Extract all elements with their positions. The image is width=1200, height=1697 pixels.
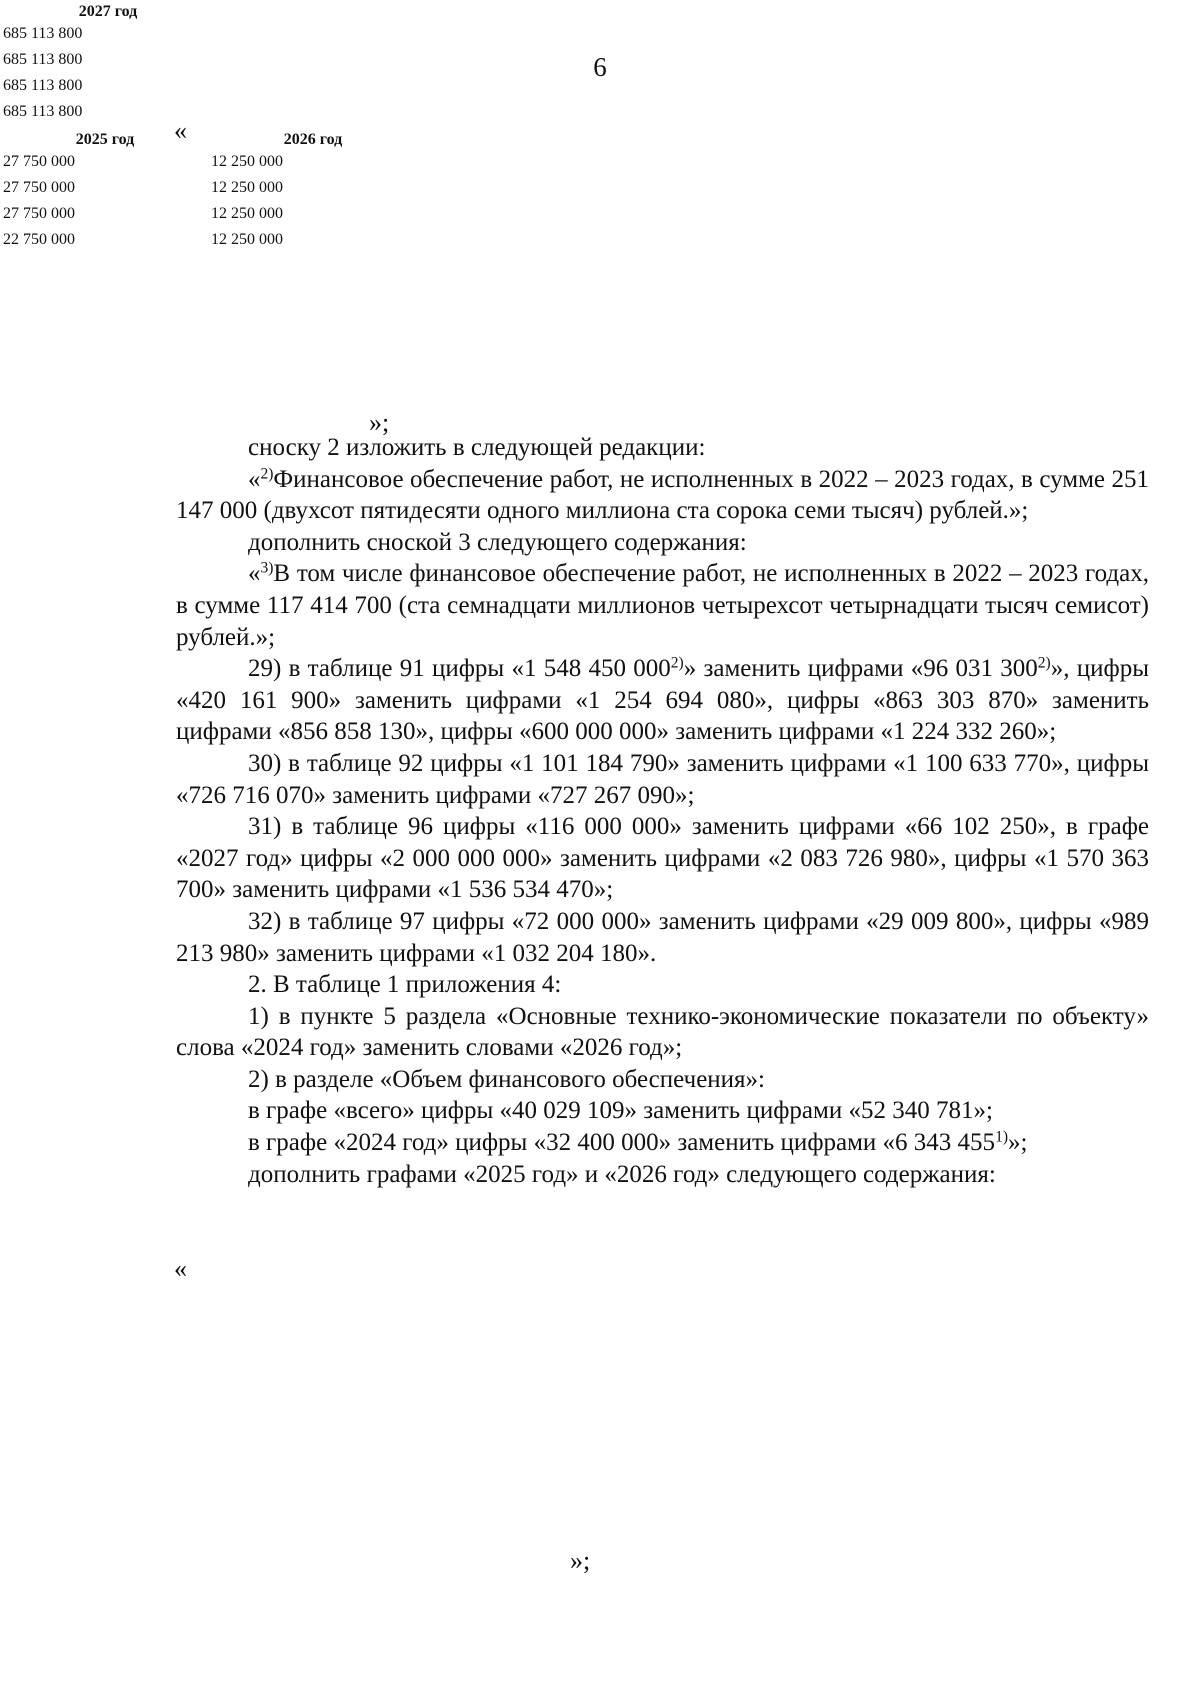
- paragraph-add-columns: дополнить графами «2025 год» и «2026 год» следующего содержания:: [248, 1160, 996, 1188]
- table-cell: 685 113 800: [3, 25, 83, 42]
- table-cell: [2, 200, 208, 202]
- table-header-2026: 2026 год: [283, 131, 343, 148]
- table-cell: 27 750 000: [3, 179, 75, 196]
- table-row: [2, 204, 416, 224]
- table-cell: 22 750 000: [3, 231, 75, 248]
- table-header-2025: 2025 год: [75, 131, 135, 148]
- paragraph-column-total: в графе «всего» цифры «40 029 109» заменить цифрами «52 340 781»;: [248, 1097, 993, 1125]
- table-cell: 27 750 000: [3, 153, 75, 170]
- close-quote-2: »;: [570, 1546, 591, 1575]
- paragraph-footnote-3-intro: дополнить сноской 3 следующего содержания:: [248, 528, 747, 556]
- table-2025-2026: [0, 128, 418, 256]
- table-cell: [2, 174, 208, 176]
- table-cell: [2, 98, 214, 100]
- table-row: [2, 174, 416, 176]
- paragraph-footnote-3-text: «$^{3)}$В том числе финансовое обеспечение работ, не исполненных в 2022 – 2023 годах, в сумме 117 414 700 (ста семнадцати миллионов четырехсот четырнадцати тысяч семисот) рублей.»;: [176, 559, 1149, 651]
- table-cell: [210, 200, 416, 202]
- paragraph-item-31: 31) в таблице 96 цифры «116 000 000» заменить цифрами «66 102 250», в графе «2027 год» цифры «2 000 000 000» заменить цифрами «2 083 726 980», цифры «1 570 363 700» заменить цифрами «1 536 534 470»;: [176, 813, 1149, 904]
- document-body: [176, 432, 1149, 1190]
- page-number: 6: [593, 52, 607, 82]
- table-row: [2, 152, 416, 172]
- table-cell: [2, 226, 208, 228]
- table-cell: 27 750 000: [3, 205, 75, 222]
- table-cell: 12 250 000: [211, 153, 283, 170]
- table-cell: [2, 46, 214, 48]
- table-cell: 685 113 800: [3, 51, 83, 68]
- open-quote-1: «: [174, 116, 187, 145]
- table-cell: 685 113 800: [3, 103, 83, 120]
- open-quote-2: «: [174, 1254, 187, 1283]
- close-quote-1: »;: [369, 408, 390, 437]
- paragraph-subitem-1: 1) в пункте 5 раздела «Основные технико-экономические показатели по объекту» слова «2024 год» заменить словами «2026 год»;: [176, 1002, 1149, 1062]
- table-cell: [210, 252, 416, 254]
- table-cell: [210, 174, 416, 176]
- table-cell: 12 250 000: [211, 231, 283, 248]
- table-cell: 12 250 000: [211, 179, 283, 196]
- paragraph-item-30: 30) в таблице 92 цифры «1 101 184 790» заменить цифрами «1 100 633 770», цифры «726 716 070» заменить цифрами «727 267 090»;: [176, 749, 1149, 809]
- table-header-2027: 2027 год: [78, 3, 138, 20]
- paragraph-section-2: 2. В таблице 1 приложения 4:: [248, 971, 562, 999]
- table-row: [2, 178, 416, 198]
- paragraph-subitem-2: 2) в разделе «Объем финансового обеспечения»:: [248, 1065, 766, 1093]
- paragraph-item-29: 29) в таблице 91 цифры «1 548 450 000$^{2)}$» заменить цифрами «96 031 300$^{2)}$», цифры «420 161 900» заменить цифрами «1 254 694 080», цифры «863 303 870» заменить цифрами «856 858 130», цифры «600 000 000» заменить цифрами «1 224 332 260»;: [176, 654, 1149, 746]
- table-row: [2, 200, 416, 202]
- paragraph-footnote-2-intro: сноску 2 изложить в следующей редакции:: [248, 434, 706, 461]
- table-cell: 685 113 800: [3, 77, 83, 94]
- paragraph-footnote-2-text: «$^{2)}$Финансовое обеспечение работ, не исполненных в 2022 – 2023 годах, в сумме 251 147 000 (двухсот пятидесяти одного миллиона ста сорока семи тысяч) рублей.»;: [176, 465, 1149, 525]
- paragraph-item-32: 32) в таблице 97 цифры «72 000 000» заменить цифрами «29 009 800», цифры «989 213 980» заменить цифрами «1 032 204 180».: [176, 907, 1149, 967]
- table-row: [2, 252, 416, 254]
- table-cell: 12 250 000: [211, 205, 283, 222]
- table-cell: [210, 226, 416, 228]
- table-cell: [2, 252, 208, 254]
- paragraph-column-2024: в графе «2024 год» цифры «32 400 000» заменить цифрами «6 343 455$^{1)}$»;: [248, 1128, 1028, 1157]
- table-row: [2, 226, 416, 228]
- table-row: [2, 230, 416, 250]
